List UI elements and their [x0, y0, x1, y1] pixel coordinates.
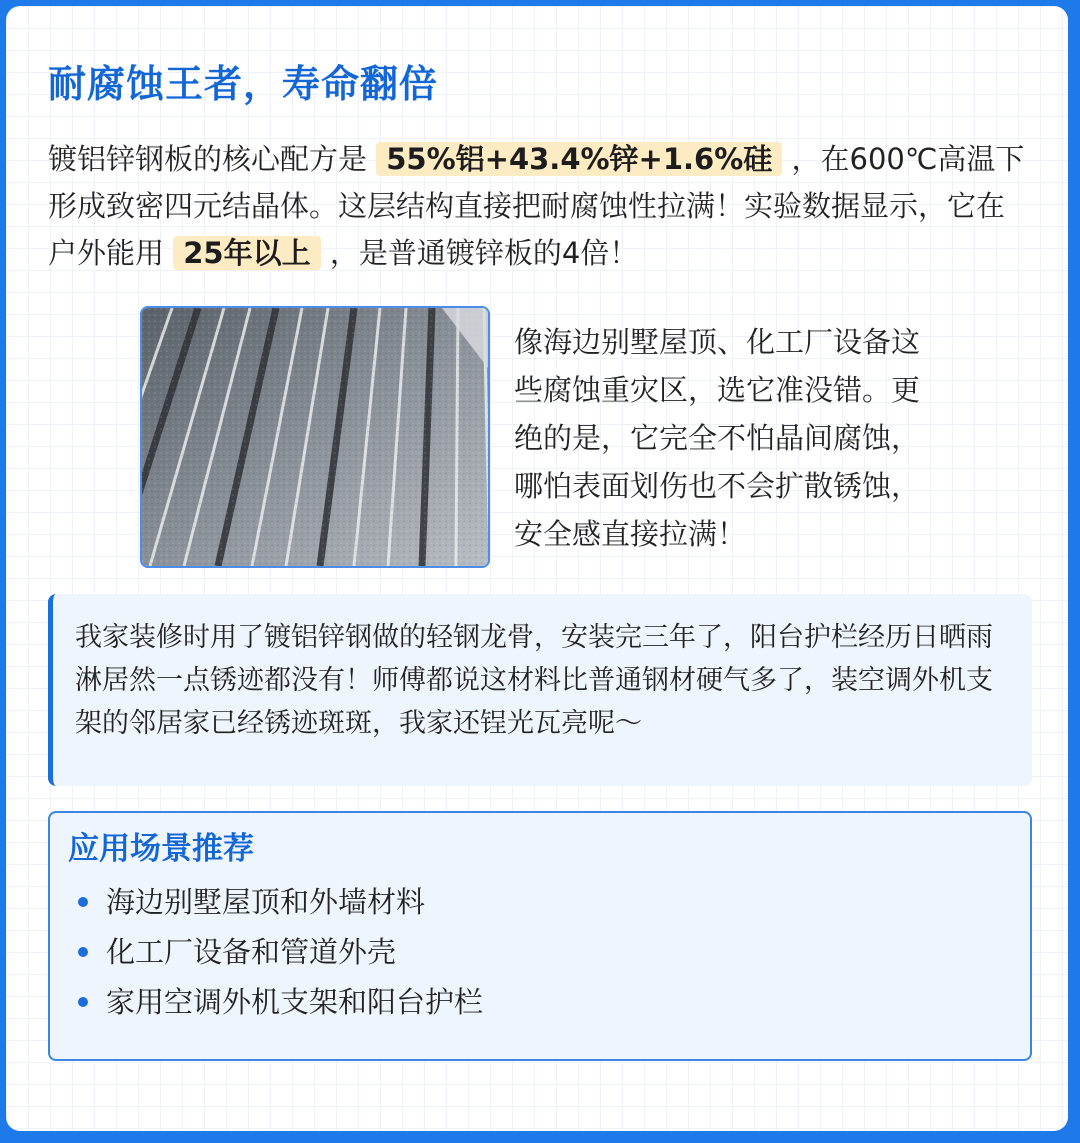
scenes-heading: 应用场景推荐 — [68, 831, 254, 867]
formula-highlight: 55%铝+43.4%锌+1.6%硅 — [376, 142, 782, 176]
list-item-label: 化工厂设备和管道外壳 — [106, 935, 397, 969]
bullet-dot-icon — [78, 997, 88, 1007]
testimonial-quote — [48, 594, 1032, 786]
list-item — [68, 927, 1012, 977]
intro-text-1: 镀铝锌钢板的核心配方是 — [48, 142, 368, 176]
lifespan-highlight: 25年以上 — [173, 236, 320, 270]
intro-text-3: ，是普通镀锌板的4倍！ — [329, 236, 639, 270]
scenes-list — [68, 877, 1012, 1027]
article-card — [6, 6, 1068, 1131]
intro-paragraph — [48, 136, 1028, 277]
list-item — [68, 977, 1012, 1027]
list-item — [68, 877, 1012, 927]
testimonial-text: 我家装修时用了镀铝锌钢做的轻钢龙骨，安装完三年了，阳台护栏经历日晒雨淋居然一点锈迹都没有！师傅都说这材料比普通钢材硬气多了，装空调外机支架的邻居家已经锈迹斑斑，我家还锃光瓦亮呢～ — [75, 622, 993, 739]
corrugated-steel-sheet-photo — [140, 306, 490, 568]
intro-text-2: ，在600℃高温下形成致密四元结晶体。这层结构直接把耐腐蚀性拉满！实验数据显示，它在户外能用 — [48, 142, 1025, 270]
bullet-dot-icon — [78, 897, 88, 907]
page-title: 耐腐蚀王者，寿命翻倍 — [48, 62, 439, 106]
list-item-label: 海边别墅屋顶和外墙材料 — [106, 885, 426, 919]
side-description: 像海边别墅屋顶、化工厂设备这些腐蚀重灾区，选它准没错。更绝的是，它完全不怕晶间腐蚀，哪怕表面划伤也不会扩散锈蚀，安全感直接拉满！ — [514, 325, 921, 551]
bullet-dot-icon — [78, 947, 88, 957]
application-scenes-panel — [48, 811, 1032, 1061]
list-item-label: 家用空调外机支架和阳台护栏 — [106, 985, 484, 1019]
